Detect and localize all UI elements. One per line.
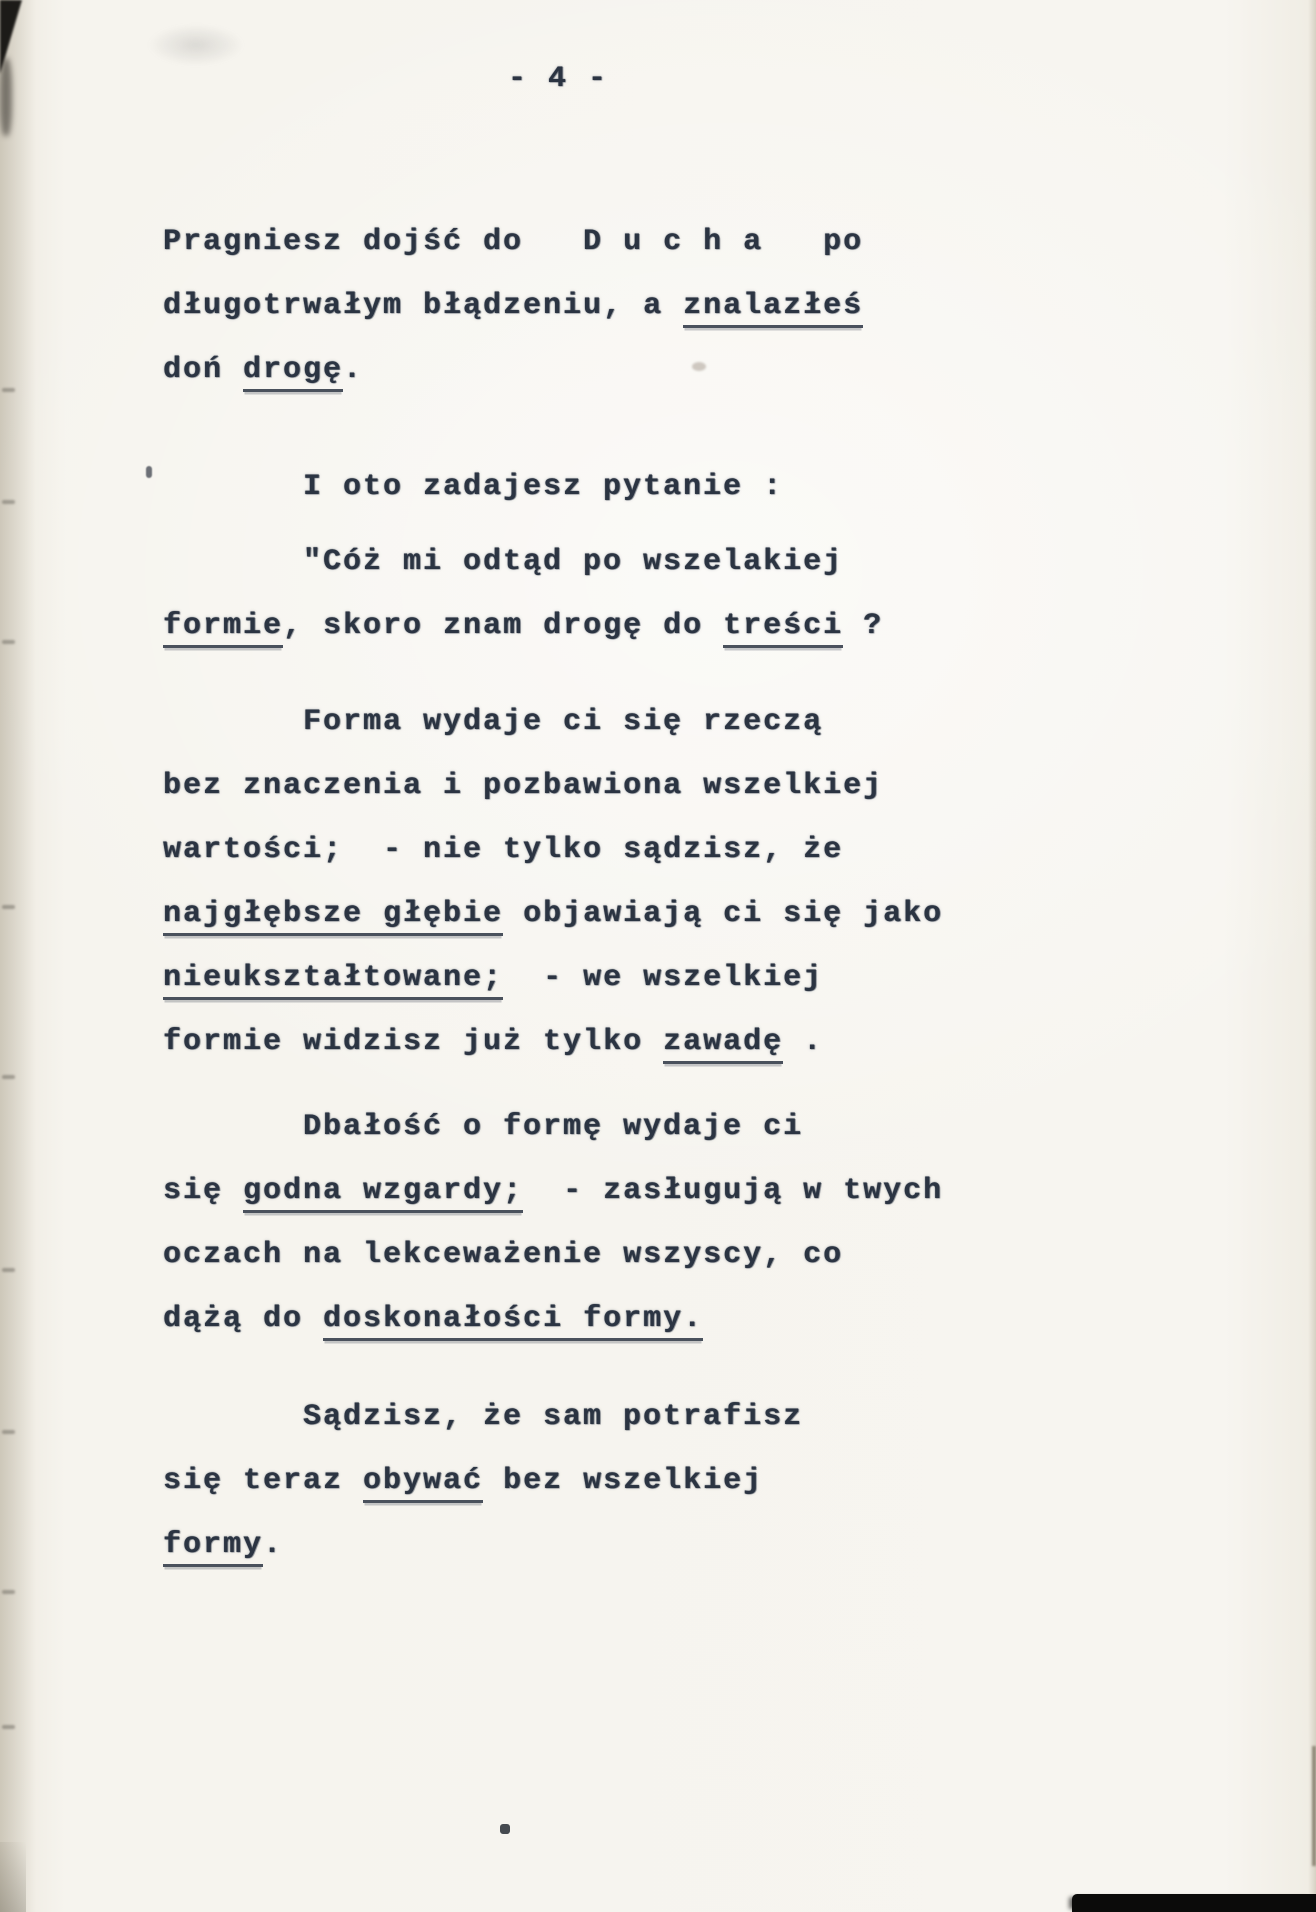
text-segment: wartości; - nie tylko sądzisz, że [163, 833, 844, 867]
text-segment: Forma wydaje ci się rzeczą [303, 705, 824, 739]
text-segment: bez wszelkiej [483, 1464, 764, 1498]
edge-dark-line [1312, 1746, 1316, 1866]
text-line [163, 754, 1063, 818]
edge-tick [2, 1590, 15, 1594]
underlined-text: znalazłeś [683, 289, 863, 328]
text-line [163, 1449, 1063, 1513]
text-line [163, 882, 1063, 946]
text-segment: Sądzisz, że sam potrafisz [303, 1400, 804, 1434]
scan-bar [1072, 1894, 1316, 1912]
edge-tick [2, 905, 15, 909]
underlined-text: formy [163, 1528, 263, 1567]
text-line [163, 1287, 1063, 1351]
text-segment: bez znaczenia i pozbawiona wszelkiej [163, 769, 884, 803]
stray-mark [146, 466, 152, 478]
underlined-text: zawadę [663, 1025, 783, 1064]
text-segment: Pragniesz dojść do D u c h a po [163, 225, 864, 259]
edge-tick [2, 1075, 15, 1079]
paragraph [163, 690, 1063, 1074]
stray-dot [500, 1824, 510, 1834]
text-segment: - we wszelkiej [503, 961, 824, 995]
edge-tick [2, 388, 15, 392]
text-segment: formie widzisz już tylko [163, 1025, 664, 1059]
text-segment: ? [843, 609, 884, 643]
underlined-text: doskonałości formy. [323, 1302, 703, 1341]
text-line [163, 594, 1063, 658]
text-segment: I oto zadajesz pytanie : [303, 470, 784, 504]
underlined-text: obywać [363, 1464, 483, 1503]
paragraph [163, 1385, 1063, 1577]
text-line [163, 338, 1063, 402]
text-line [163, 274, 1063, 338]
text-line [163, 1095, 1063, 1159]
text-line [163, 210, 1063, 274]
text-segment: . [343, 353, 364, 387]
text-line [163, 1010, 1063, 1074]
underlined-text: najgłębsze głębie [163, 897, 503, 936]
text-line [163, 1513, 1063, 1577]
edge-tick [2, 1725, 15, 1729]
text-segment: długotrwałym błądzeniu, a [163, 289, 684, 323]
text-segment: , skoro znam drogę do [283, 609, 724, 643]
text-segment: dążą do [163, 1302, 324, 1336]
scan-smudge [148, 24, 244, 66]
text-line [163, 1223, 1063, 1287]
text-line [163, 455, 1063, 519]
text-line [163, 946, 1063, 1010]
text-segment: się [163, 1174, 244, 1208]
page-number: - 4 - [507, 62, 608, 96]
text-segment: objawiają ci się jako [503, 897, 944, 931]
underlined-text: drogę [243, 353, 343, 392]
edge-tick [2, 640, 15, 644]
text-line [163, 1385, 1063, 1449]
text-segment: "Cóż mi odtąd po wszelakiej [303, 545, 844, 579]
text-line [163, 690, 1063, 754]
underlined-text: treści [723, 609, 843, 648]
underlined-text: nieukształtowane; [163, 961, 503, 1000]
text-segment: doń [163, 353, 244, 387]
text-segment: oczach na lekceważenie wszyscy, co [163, 1238, 844, 1272]
corner-smudge [0, 58, 12, 136]
corner-shade [0, 1842, 26, 1912]
paragraph [163, 1095, 1063, 1351]
underlined-text: godna wzgardy; [243, 1174, 523, 1213]
binding-shadow [0, 0, 36, 1912]
paragraph [163, 455, 1063, 519]
edge-tick [2, 1430, 15, 1434]
text-segment: się teraz [163, 1464, 364, 1498]
text-line [163, 1159, 1063, 1223]
paragraph [163, 210, 1063, 402]
paper-edge-shadow [1308, 0, 1316, 1912]
text-segment: . [783, 1025, 824, 1059]
underlined-text: formie [163, 609, 283, 648]
text-line [163, 818, 1063, 882]
edge-tick [2, 500, 15, 504]
text-segment: . [263, 1528, 284, 1562]
text-segment: - zasługują w twych [523, 1174, 944, 1208]
paragraph [163, 530, 1063, 658]
edge-tick [2, 1268, 15, 1272]
text-segment: Dbałość o formę wydaje ci [303, 1110, 804, 1144]
text-line [163, 530, 1063, 594]
